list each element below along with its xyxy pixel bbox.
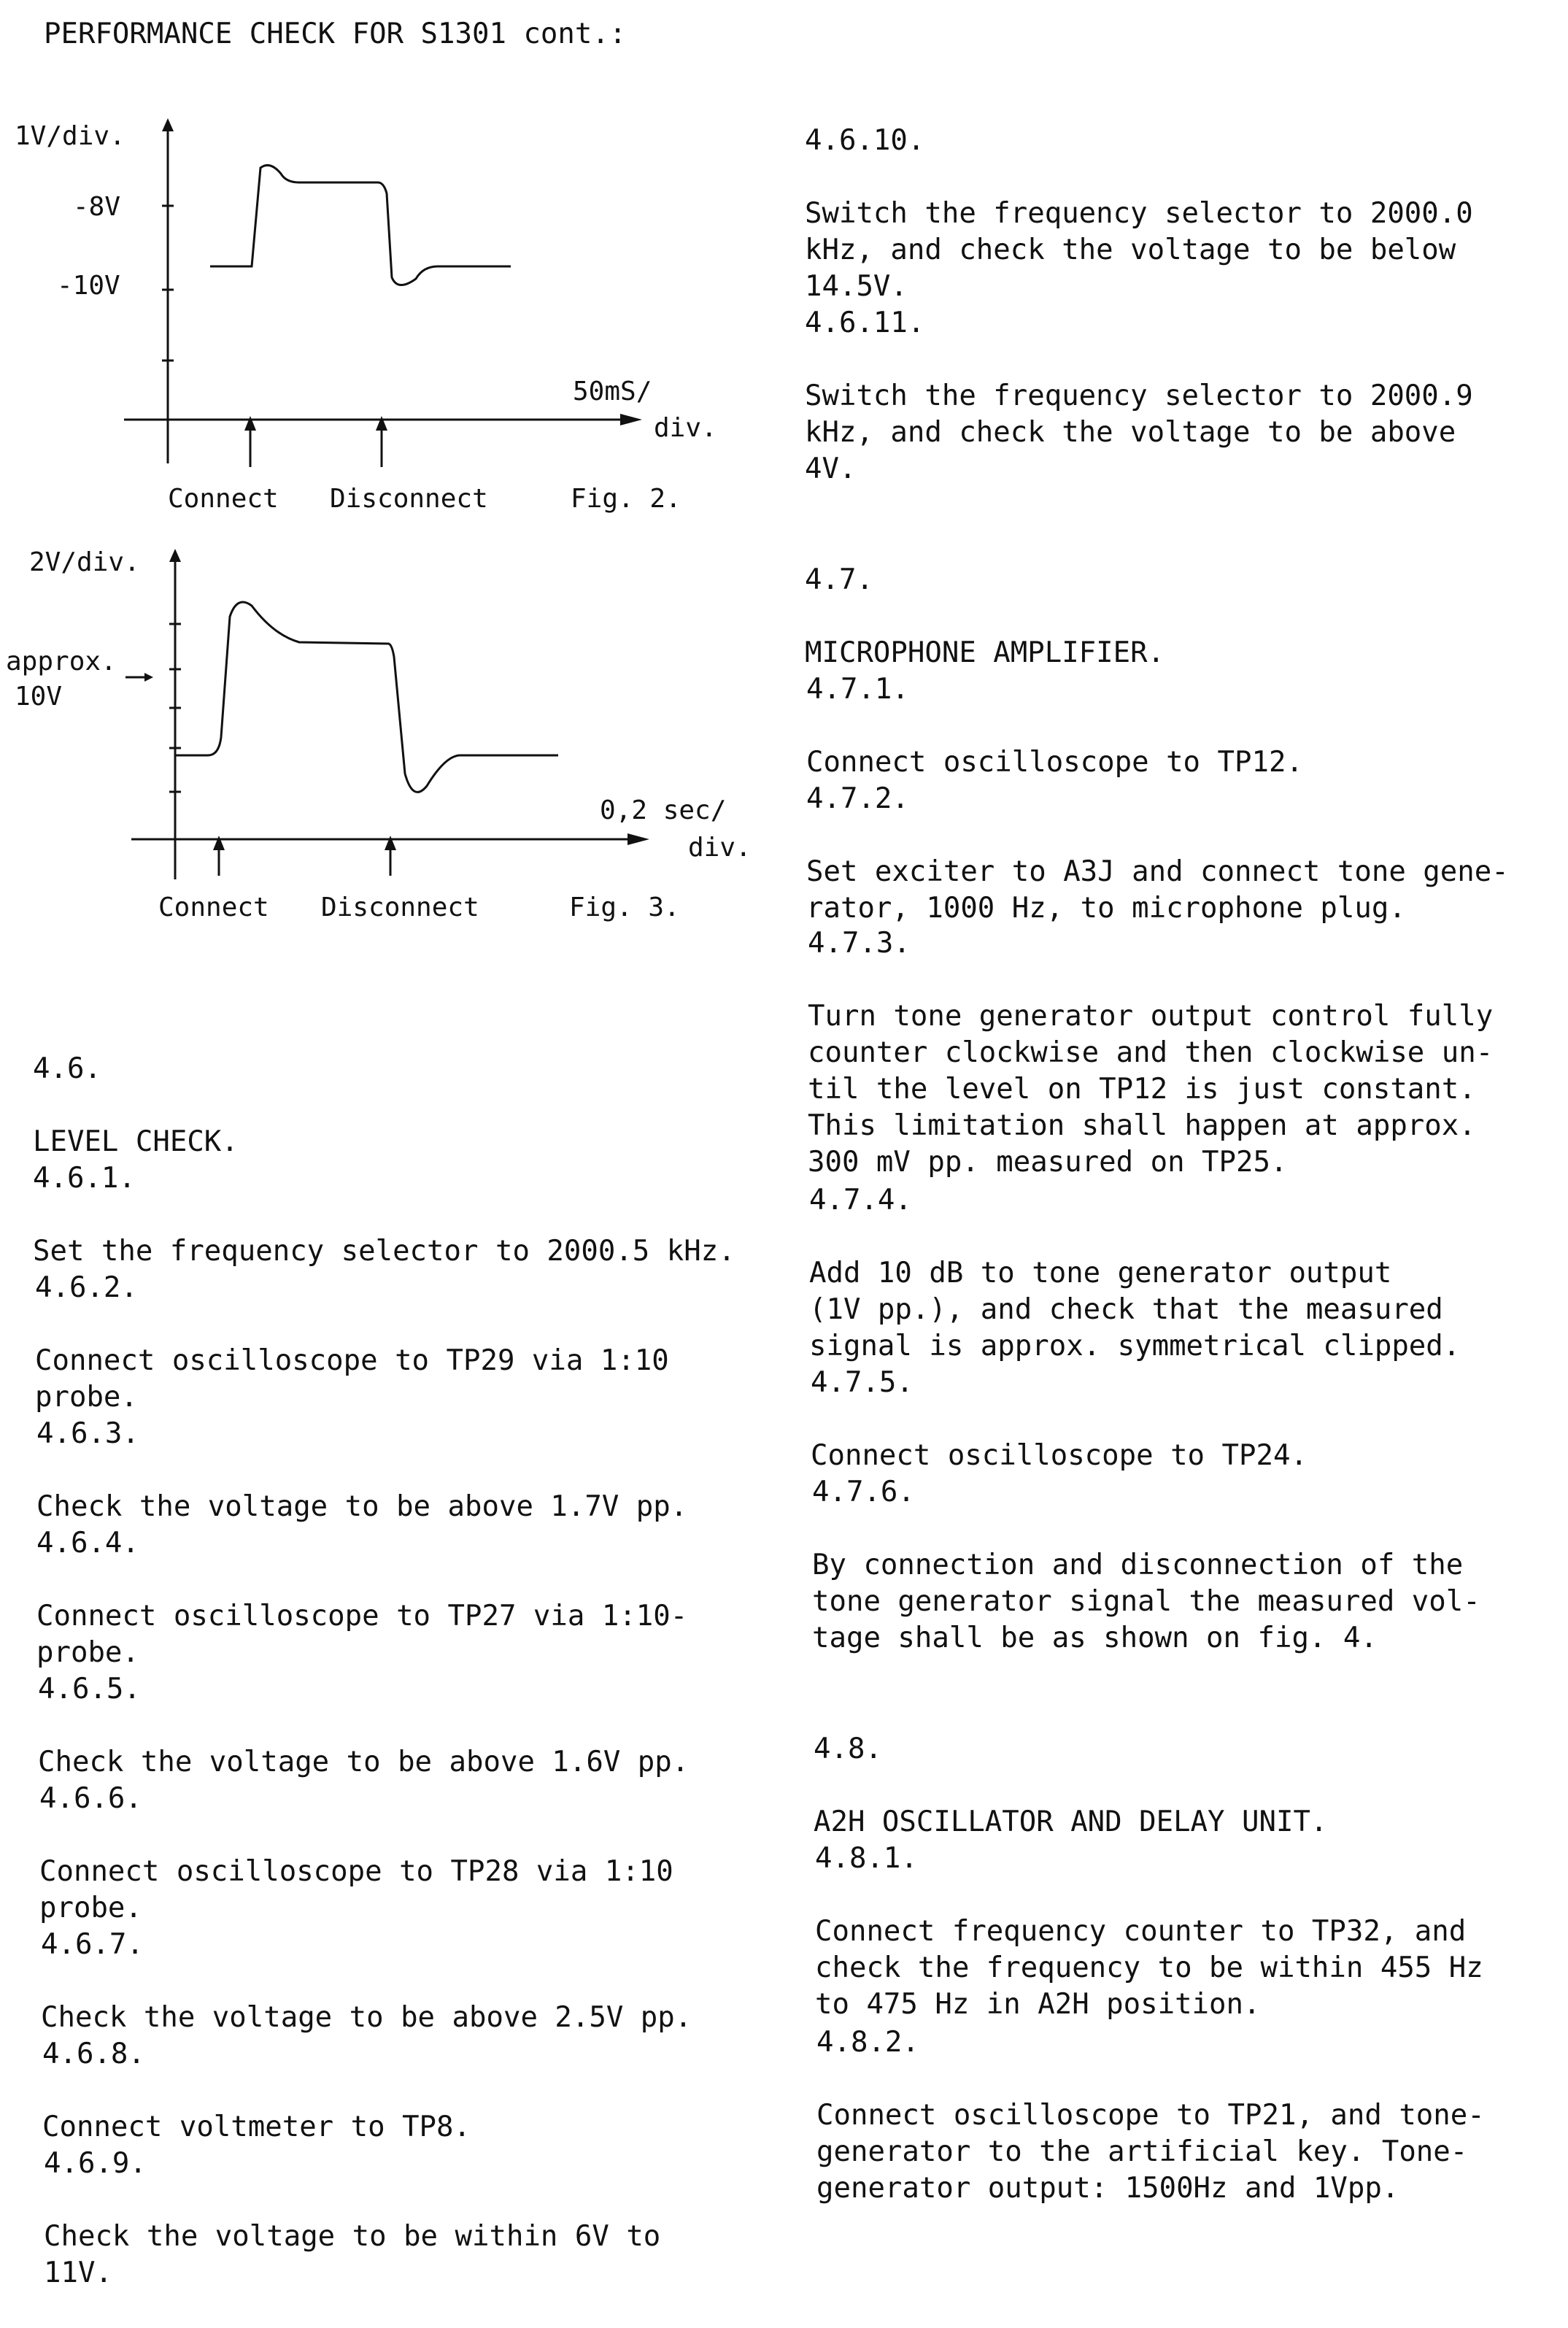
fig2-y-scale: 1V/div. (15, 121, 125, 151)
fig3-y-scale: 2V/div. (29, 547, 140, 577)
fig2-caption: Fig. 2. (571, 484, 681, 514)
section-text: Connect oscilloscope to TP29 via 1:10 probe. (35, 1344, 669, 1414)
fig2-x-arrow (620, 414, 642, 425)
section-number: 4.7. (805, 563, 873, 596)
section-number: 4.8. (814, 1732, 882, 1765)
section-number: 4.6.3. (36, 1417, 139, 1450)
fig3-approx-label: approx. (6, 647, 117, 677)
section-text: Connect oscilloscope to TP27 via 1:10- probe. (36, 1600, 688, 1669)
section-text: Set exciter to A3J and connect tone gene- rator, 1000 Hz, to microphone plug. (806, 855, 1509, 925)
section-4-8-2 (816, 1988, 1485, 2243)
section-text: Connect oscilloscope to TP24. (811, 1439, 1308, 1472)
section-number: 4.6.4. (36, 1527, 139, 1560)
fig2-label-10v: -10V (57, 271, 120, 301)
fig2-disconnect-label: Disconnect (330, 484, 488, 514)
section-number: 4.6.1. (33, 1162, 136, 1195)
section-text: By connection and disconnection of the tone generator signal the measured vol- tage shall be as shown on fig. 4. (812, 1549, 1480, 1654)
section-text: Turn tone generator output control fully counter clockwise and then clockwise un- til the level on TP12 is just constant. This limitation shall happen at approx. 300 mV pp. measured on TP25. (808, 1000, 1494, 1179)
section-text: Connect oscilloscope to TP21, and tone- generator to the artificial key. Tone- generator output: 1500Hz and 1Vpp. (816, 2099, 1485, 2205)
section-number: 4.6.2. (35, 1271, 138, 1304)
figure-2 (0, 109, 766, 533)
section-number: 4.6.9. (44, 2147, 147, 2180)
fig2-label-8v: -8V (73, 192, 121, 222)
section-number: 4.6.8. (42, 2038, 145, 2070)
section-text: Check the voltage to be above 1.6V pp. (38, 1746, 690, 1778)
section-number: 4.6.10. (805, 124, 925, 157)
fig2-connect-label: Connect (168, 484, 279, 514)
fig3-approx-value: 10V (15, 682, 63, 712)
fig2-x-scale-div: div. (654, 413, 717, 443)
section-number: 4.7.3. (808, 927, 911, 960)
fig3-y-arrow (169, 549, 181, 562)
page-header: PERFORMANCE CHECK FOR S1301 cont.: (44, 18, 627, 50)
section-number: 4.6.11. (805, 307, 925, 339)
fig3-x-scale: 0,2 sec/ (600, 795, 727, 825)
section-text: Set the frequency selector to 2000.5 kHz. (33, 1235, 735, 1268)
section-text: Connect frequency counter to TP32, and check the frequency to be within 455 Hz to 475 Hz in A2H position. (815, 1915, 1483, 2021)
section-text: MICROPHONE AMPLIFIER. (805, 636, 1165, 669)
fig3-connect-label: Connect (158, 893, 269, 922)
figure-3 (0, 533, 781, 956)
section-number: 4.6.5. (38, 1673, 141, 1705)
fig2-x-scale: 50mS/ (573, 377, 652, 406)
section-text: Switch the frequency selector to 2000.0 kHz, and check the voltage to be below 14.5V. (805, 197, 1473, 303)
section-text: Connect oscilloscope to TP12. (806, 746, 1303, 779)
fig3-x-scale-div: div. (688, 833, 752, 863)
section-text: Check the voltage to be above 2.5V pp. (41, 2001, 692, 2034)
section-number: 4.7.5. (811, 1366, 914, 1399)
section-number: 4.8.1. (815, 1842, 918, 1875)
section-number: 4.7.2. (806, 782, 909, 815)
section-4-6-9 (44, 2109, 660, 2328)
fig3-waveform (175, 602, 558, 792)
section-number: 4.6.7. (41, 1928, 144, 1961)
fig3-x-arrow (627, 833, 649, 845)
section-number: 4.7.6. (812, 1476, 915, 1508)
section-text: A2H OSCILLATOR AND DELAY UNIT. (814, 1805, 1328, 1838)
fig3-disconnect-label: Disconnect (321, 893, 479, 922)
section-number: 4.6.6. (39, 1782, 142, 1815)
fig2-y-arrow (162, 118, 174, 131)
section-number: 4.6. (33, 1052, 101, 1085)
fig2-waveform (210, 165, 511, 285)
section-4-7-6 (812, 1438, 1480, 1693)
section-text: LEVEL CHECK. (33, 1125, 239, 1158)
section-text: Switch the frequency selector to 2000.9 kHz, and check the voltage to be above 4V. (805, 379, 1473, 485)
section-number: 4.7.1. (806, 673, 909, 706)
section-text: Add 10 dB to tone generator output (1V pp.), and check that the measured signal is approx. symmetrical clipped. (809, 1257, 1461, 1363)
section-text: Check the voltage to be above 1.7V pp. (36, 1490, 688, 1523)
section-text: Connect voltmeter to TP8. (42, 2111, 471, 2143)
section-text: Connect oscilloscope to TP28 via 1:10 probe. (39, 1855, 673, 1924)
section-number: 4.7.4. (809, 1184, 912, 1217)
fig3-caption: Fig. 3. (569, 893, 680, 922)
section-number: 4.8.2. (816, 2026, 919, 2059)
section-text: Check the voltage to be within 6V to 11V. (44, 2220, 661, 2289)
section-4-6-11 (805, 269, 1473, 524)
